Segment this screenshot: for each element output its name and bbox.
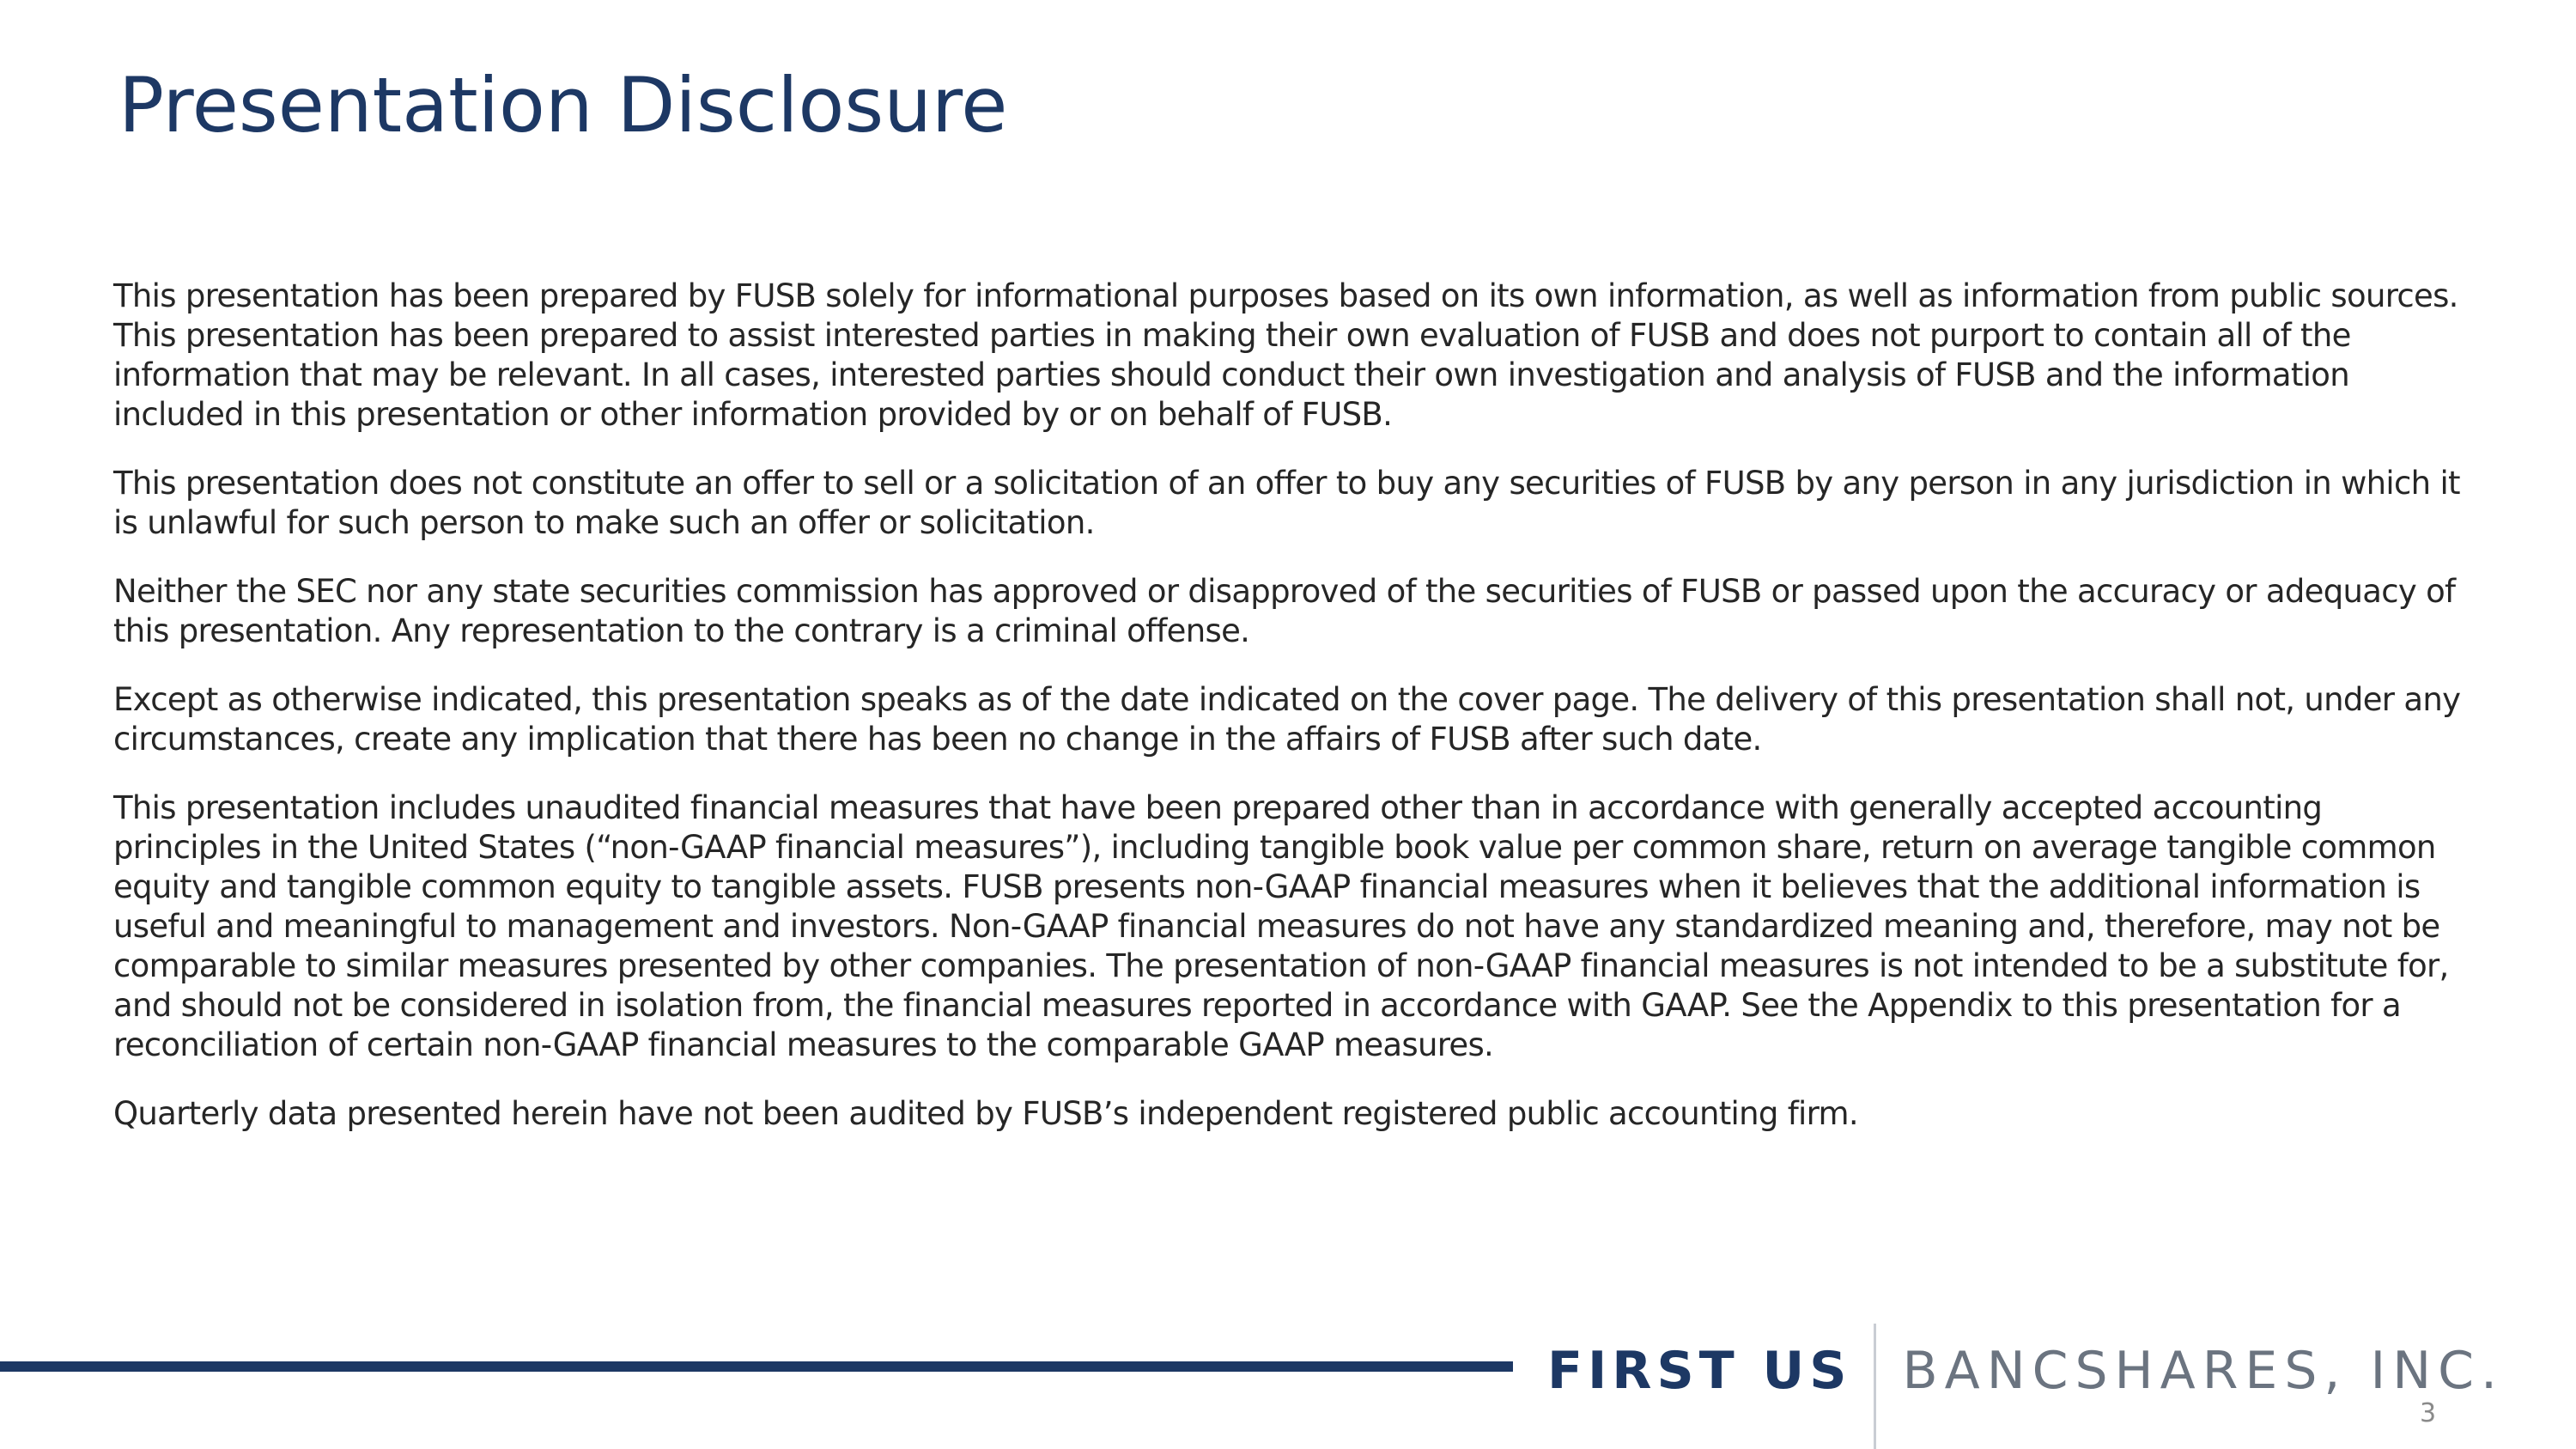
- disclosure-body: [113, 277, 2466, 1163]
- page-title: Presentation Disclosure: [118, 61, 1008, 149]
- disclosure-paragraph: This presentation includes unaudited financial measures that have been prepared other than in accordance with generally accepted accounting principles in the United States (“non-GAAP financial measures”), including tangible book value per common share, return on average tangible common equity and tangible common equity to tangible assets. FUSB presents non-GAAP financial measures when it believes that the additional information is useful and meaningful to management and investors. Non-GAAP financial measures do not have any standardized meaning and, therefore, may not be comparable to similar measures presented by other companies. The presentation of non-GAAP financial measures is not intended to be a substitute for, and should not be considered in isolation from, the financial measures reported in accordance with GAAP. See the Appendix to this presentation for a reconciliation of certain non-GAAP financial measures to the comparable GAAP measures.: [113, 789, 2449, 1063]
- logo-secondary-text: BANCSHARES, INC.: [1902, 1341, 2505, 1401]
- logo-divider: [1874, 1324, 1876, 1449]
- logo-primary-text: FIRST US: [1547, 1341, 1852, 1401]
- page-number: 3: [2420, 1398, 2437, 1428]
- disclosure-paragraph: Quarterly data presented herein have not been audited by FUSB’s independent registered public accounting firm.: [113, 1095, 1858, 1132]
- disclosure-paragraph: Neither the SEC nor any state securities commission has approved or disapproved of the securities of FUSB or passed upon the accuracy or adequacy of this presentation. Any representation to the contrary is a criminal offense.: [113, 573, 2456, 649]
- company-logo: [1547, 1336, 2504, 1405]
- footer-rule: [0, 1361, 1513, 1372]
- disclosure-paragraph: Except as otherwise indicated, this presentation speaks as of the date indicated on the cover page. The delivery of this presentation shall not, under any circumstances, create any implication that there has been no change in the affairs of FUSB after such date.: [113, 681, 2461, 758]
- disclosure-paragraph: This presentation does not constitute an offer to sell or a solicitation of an offer to buy any securities of FUSB by any person in any jurisdiction in which it is unlawful for such person to make such an offer or solicitation.: [113, 465, 2460, 541]
- disclosure-paragraph: This presentation has been prepared by FUSB solely for informational purposes based on its own information, as well as information from public sources. This presentation has been prepared to assist interested parties in making their own evaluation of FUSB and does not purport to contain all of the information that may be relevant. In all cases, interested parties should conduct their own investigation and analysis of FUSB and the information included in this presentation or other information provided by or on behalf of FUSB.: [113, 277, 2458, 433]
